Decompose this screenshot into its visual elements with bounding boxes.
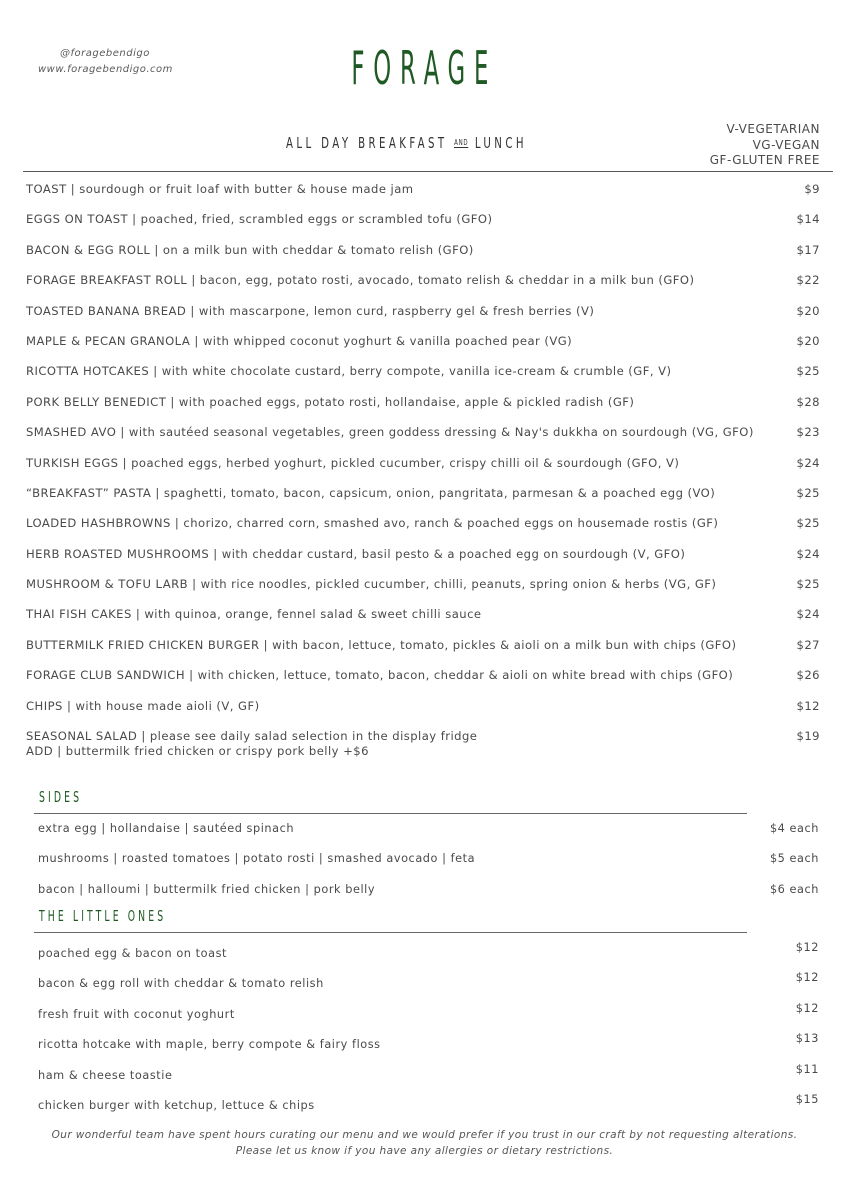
dietary-legend bbox=[710, 122, 820, 169]
menu-item-price: $23 bbox=[796, 425, 820, 440]
menu-item-price: $12 bbox=[796, 698, 820, 713]
menu-item-desc: MUSHROOM & TOFU LARB | with rice noodles, pickled cucumber, chilli, peanuts, spring onion & herbs (VG, GF) bbox=[26, 577, 717, 592]
menu-item-price: $20 bbox=[796, 333, 820, 348]
menu-item-price: $17 bbox=[796, 242, 820, 257]
menu-item-price: $25 bbox=[796, 364, 820, 379]
menu-item-desc: LOADED HASHBROWNS | chorizo, charred corn, smashed avo, ranch & poached eggs on housemade rostis (GF) bbox=[26, 516, 719, 531]
menu-item-price: $24 bbox=[796, 546, 820, 561]
menu-item bbox=[26, 273, 820, 303]
kids-item-desc: fresh fruit with coconut yoghurt bbox=[38, 1007, 235, 1021]
menu-item bbox=[26, 486, 820, 516]
kids-item-desc: poached egg & bacon on toast bbox=[38, 947, 227, 960]
little-ones-heading: THE LITTLE ONES bbox=[39, 907, 167, 925]
website-link[interactable]: www.foragebendigo.com bbox=[38, 64, 173, 75]
menu-item-desc: FORAGE CLUB SANDWICH | with chicken, lettuce, tomato, bacon, cheddar & aioli on white bread with chips (GFO) bbox=[26, 668, 734, 683]
instagram-handle: @foragebendigo bbox=[60, 48, 150, 59]
menu-item-desc: HERB ROASTED MUSHROOMS | with cheddar custard, basil pesto & a poached egg on sourdough (V, GFO) bbox=[26, 546, 686, 561]
menu-item bbox=[26, 638, 820, 668]
menu-item bbox=[26, 547, 820, 577]
legend-vegetarian: V-VEGETARIAN bbox=[726, 122, 820, 136]
legend-vegan: VG-VEGAN bbox=[752, 137, 820, 152]
menu-item-price: $19 bbox=[796, 729, 820, 744]
little-ones-list bbox=[38, 940, 819, 1122]
kids-item-price: $11 bbox=[795, 1062, 819, 1076]
menu-item-desc: THAI FISH CAKES | with quinoa, orange, fennel salad & sweet chilli sauce bbox=[26, 607, 482, 622]
subtitle-right: LUNCH bbox=[474, 134, 527, 152]
subtitle-amp: AND bbox=[454, 138, 469, 147]
header-divider bbox=[23, 171, 833, 172]
side-item-desc: extra egg | hollandaise | sautéed spinach bbox=[38, 822, 295, 835]
menu-item-price: $27 bbox=[796, 637, 820, 652]
side-item-price: $6 each bbox=[769, 882, 819, 896]
menu-item bbox=[26, 334, 820, 364]
menu-item-desc: BACON & EGG ROLL | on a milk bun with cheddar & tomato relish (GFO) bbox=[26, 242, 474, 257]
kids-item-desc: ham & cheese toastie bbox=[38, 1068, 173, 1082]
menu-item-desc: BUTTERMILK FRIED CHICKEN BURGER | with bacon, lettuce, tomato, pickles & aioli on a milk bun with chips (GFO) bbox=[26, 637, 737, 652]
menu-item-price: $26 bbox=[796, 668, 820, 683]
menu-item-price: $25 bbox=[796, 485, 820, 500]
footer-line-alterations: Our wonderful team have spent hours curating our menu and we would prefer if you trust in our craft by not requesting alterations. bbox=[51, 1129, 798, 1141]
kids-item bbox=[38, 970, 819, 1000]
kids-item-desc: chicken burger with ketchup, lettuce & chips bbox=[38, 1098, 315, 1112]
side-item-price: $4 each bbox=[769, 822, 819, 835]
brand-logo: FORAGE bbox=[351, 41, 498, 95]
menu-item bbox=[26, 516, 820, 546]
menu-item bbox=[26, 668, 820, 698]
kids-item-price: $15 bbox=[795, 1092, 819, 1106]
menu-item-price: $25 bbox=[796, 516, 820, 531]
menu-item-desc: TOASTED BANANA BREAD | with mascarpone, lemon curd, raspberry gel & fresh berries (V) bbox=[26, 303, 595, 318]
kids-item-price: $13 bbox=[795, 1032, 819, 1046]
social-info bbox=[38, 46, 173, 78]
menu-item-desc: MAPLE & PECAN GRANOLA | with whipped coconut yoghurt & vanilla poached pear (VG) bbox=[26, 333, 573, 348]
kids-item-price: $12 bbox=[795, 1001, 819, 1015]
menu-item-addon: ADD | buttermilk fried chicken or crispy pork belly +$6 bbox=[26, 744, 369, 759]
menu-item-price: $22 bbox=[796, 273, 820, 288]
menu-item bbox=[26, 395, 820, 425]
menu-item-desc: SMASHED AVO | with sautéed seasonal vegetables, green goddess dressing & Nay's dukkha on sourdough (VG, GFO) bbox=[26, 425, 754, 440]
kids-item-desc: ricotta hotcake with maple, berry compote & fairy floss bbox=[38, 1038, 381, 1052]
side-item bbox=[38, 851, 819, 881]
menu-item-price: $24 bbox=[796, 455, 820, 470]
main-menu-list bbox=[26, 182, 820, 759]
menu-item bbox=[26, 212, 820, 242]
menu-item bbox=[26, 304, 820, 334]
subtitle-left: ALL DAY BREAKFAST bbox=[286, 134, 448, 152]
kids-item-desc: bacon & egg roll with cheddar & tomato relish bbox=[38, 977, 324, 991]
sides-list bbox=[38, 821, 819, 912]
side-item-desc: mushrooms | roasted tomatoes | potato rosti | smashed avocado | feta bbox=[38, 852, 476, 866]
menu-item-desc: EGGS ON TOAST | poached, fried, scrambled eggs or scrambled tofu (GFO) bbox=[26, 212, 493, 227]
side-item-price: $5 each bbox=[769, 852, 819, 866]
menu-item bbox=[26, 699, 820, 729]
menu-item-price: $9 bbox=[804, 182, 820, 196]
kids-item-price: $12 bbox=[795, 941, 819, 954]
menu-item-desc: TOAST | sourdough or fruit loaf with butter & house made jam bbox=[26, 182, 414, 196]
kids-item bbox=[38, 940, 819, 970]
menu-item-desc: “BREAKFAST” PASTA | spaghetti, tomato, bacon, capsicum, onion, pangritata, parmesan & a poached egg (VO) bbox=[26, 485, 716, 500]
footer-note bbox=[0, 1127, 849, 1159]
sides-heading: SIDES bbox=[39, 788, 83, 806]
menu-item bbox=[26, 425, 820, 455]
kids-item bbox=[38, 1062, 819, 1092]
menu-item-desc: RICOTTA HOTCAKES | with white chocolate custard, berry compote, vanilla ice-cream & crumble (GF, V) bbox=[26, 364, 672, 379]
little-ones-divider bbox=[34, 932, 747, 933]
menu-item-price: $14 bbox=[796, 212, 820, 227]
menu-item bbox=[26, 729, 820, 759]
sides-divider bbox=[34, 813, 747, 814]
menu-item-desc: SEASONAL SALAD | please see daily salad selection in the display fridge bbox=[26, 729, 478, 744]
kids-item bbox=[38, 1092, 819, 1122]
menu-item-price: $20 bbox=[796, 303, 820, 318]
kids-item-price: $12 bbox=[795, 971, 819, 985]
legend-gluten-free: GF-GLUTEN FREE bbox=[709, 153, 820, 167]
menu-subtitle bbox=[286, 134, 527, 152]
menu-item-desc: PORK BELLY BENEDICT | with poached eggs, potato rosti, hollandaise, apple & pickled radish (GF) bbox=[26, 394, 635, 409]
menu-item bbox=[26, 456, 820, 486]
menu-item bbox=[26, 607, 820, 637]
menu-item bbox=[26, 243, 820, 273]
menu-item-price: $28 bbox=[796, 394, 820, 409]
menu-item bbox=[26, 577, 820, 607]
side-item-desc: bacon | halloumi | buttermilk fried chicken | pork belly bbox=[38, 882, 376, 896]
menu-item-price: $25 bbox=[796, 577, 820, 592]
footer-line-allergies: Please let us know if you have any allergies or dietary restrictions. bbox=[235, 1145, 614, 1157]
menu-item bbox=[26, 364, 820, 394]
menu-item-desc: TURKISH EGGS | poached eggs, herbed yoghurt, pickled cucumber, crispy chilli oil & sourdough (GFO, V) bbox=[26, 455, 680, 470]
kids-item bbox=[38, 1001, 819, 1031]
side-item bbox=[38, 821, 819, 851]
menu-item bbox=[26, 182, 820, 212]
kids-item bbox=[38, 1031, 819, 1061]
menu-item-desc: CHIPS | with house made aioli (V, GF) bbox=[26, 698, 260, 713]
menu-item-price: $24 bbox=[796, 607, 820, 622]
menu-item-desc: FORAGE BREAKFAST ROLL | bacon, egg, potato rosti, avocado, tomato relish & cheddar in a milk bun (GFO) bbox=[26, 273, 695, 288]
